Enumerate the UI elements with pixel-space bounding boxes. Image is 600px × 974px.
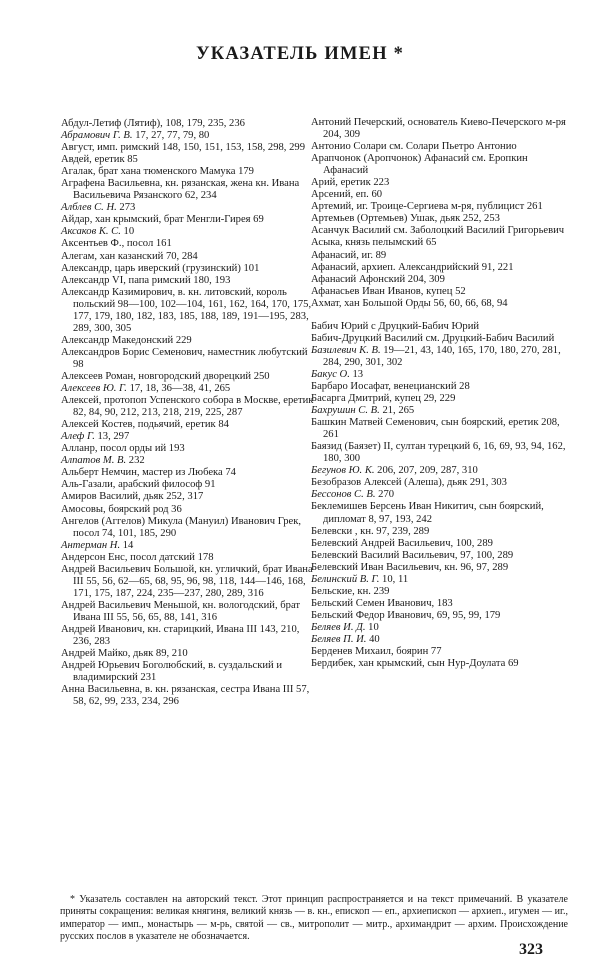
index-entry: Алегам, хан казанский 70, 284: [61, 250, 198, 262]
index-entry: Август, имп. римский 148, 150, 151, 153, 158, 298, 299: [61, 142, 305, 154]
index-entry: Ангелов (Аггелов) Микула (Мануил) Иванович Грек, посол 74, 101, 185, 290: [61, 515, 302, 539]
page-title: УКАЗАТЕЛЬ ИМЕН *: [195, 44, 405, 64]
index-entry: Барбаро Иосафат, венецианский 28: [311, 380, 470, 392]
index-entry: Базилевич К. В. 19—21, 43, 140, 165, 170, 180, 270, 281, 284, 290, 301, 302: [311, 344, 561, 368]
index-entry: Башкин Матвей Семенович, сын боярский, еретик 208, 261: [311, 417, 560, 441]
index-entry: Артемьев (Ортемьев) Ушак, дьяк 252, 253: [311, 213, 500, 225]
index-entry: Артемий, иг. Троице-Сергиева м-ря, публицист 261: [311, 201, 543, 213]
index-column-right: [311, 117, 567, 670]
index-entry: Антерман Н. 14: [61, 539, 134, 551]
index-entry: Арапчонок (Аропчонок) Афанасий см. Еропкин Афанасий: [311, 153, 528, 177]
index-entry: Антонио Солари см. Солари Пьетро Антонио: [311, 141, 517, 153]
index-entry: Александров Борис Семенович, наместник любутский 98: [61, 346, 308, 370]
index-entry: Амиров Василий, дьяк 252, 317: [61, 491, 204, 503]
index-entry: Афанасий Афонский 204, 309: [311, 273, 445, 285]
index-entry: Абрамович Г. В. 17, 27, 77, 79, 80: [61, 130, 210, 142]
index-entry: Алблев С. Н. 273: [61, 202, 136, 214]
index-entry: Амосовы, боярский род 36: [61, 503, 182, 515]
index-entry: Алексей, протопоп Успенского собора в Москве, еретик 82, 84, 90, 212, 213, 218, 219, 225, 287: [61, 395, 314, 419]
index-entry: Белинский В. Г. 10, 11: [311, 573, 409, 585]
index-entry: Алпатов М. В. 232: [61, 455, 145, 467]
index-entry: Афанасьев Иван Иванов, купец 52: [311, 285, 466, 297]
index-entry: Антоний Печерский, основатель Киево-Печерского м-ря 204, 309: [311, 117, 566, 141]
index-entry: Алеф Г. 13, 297: [61, 431, 130, 443]
index-entry: Асанчук Василий см. Заболоцкий Василий Григорьевич: [311, 225, 565, 237]
index-entry: Александр, царь иверский (грузинский) 101: [61, 262, 260, 274]
index-entry: Бельский Семен Иванович, 183: [311, 597, 453, 609]
index-entry: Агалак, брат хана тюменского Мамука 179: [61, 166, 254, 178]
index-entry: Беляев П. И. 40: [311, 633, 380, 645]
index-entry: Арий, еретик 223: [311, 177, 390, 189]
index-entry: Афанасий, иг. 89: [311, 249, 387, 261]
index-entry: Андрей Юрьевич Боголюбский, в. суздальский и владимирский 231: [61, 660, 283, 684]
index-entry: Басарга Дмитрий, купец 29, 229: [311, 393, 456, 405]
index-entry: Аксаков К. С. 10: [61, 226, 135, 238]
index-entry: Ахмат, хан Большой Орды 56, 60, 66, 68, 94: [311, 297, 508, 309]
index-column-left: [61, 118, 317, 708]
footnote: * Указатель составлен на авторский текст. Этот принцип распространяется и на текст примечаний. В указателе приняты сокращения: великая княгиня, великий князь — в. кн., епископ — еп., архиепископ — архиеп., игумен — иг., император — имп., монастырь — м-рь, святой — св., митрополит — митр., архимандрит — архим. Происхождение русских послов в указателе не обозначается.: [60, 894, 568, 943]
index-entry: Александр Македонский 229: [61, 334, 192, 346]
index-entry: Белевский Андрей Васильевич, 100, 289: [311, 537, 493, 549]
index-entry: Александр Казимирович, в. кн. литовский, король польский 98—100, 102—104, 161, 162, 164, 170, 175, 177, 179, 180, 182, 183, 185, 188, 189, 191—195, 283, 289, 300, 305: [61, 286, 312, 334]
index-entry: Андрей Майко, дьяк 89, 210: [61, 648, 188, 660]
index-entry: Алексей Костев, подьячий, еретик 84: [61, 419, 229, 431]
index-entry: Алексеев Ю. Г. 17, 18, 36—38, 41, 265: [61, 383, 231, 395]
index-entry: Афанасий, архиеп. Александрийский 91, 221: [311, 261, 514, 273]
index-entry: Белевский Иван Васильевич, кн. 96, 97, 289: [311, 561, 509, 573]
index-entry: Беклемишев Берсень Иван Никитич, сын боярский, дипломат 8, 97, 193, 242: [311, 501, 544, 525]
index-entry: Алланр, посол орды ий 193: [61, 443, 185, 455]
index-entry: Бельский Федор Иванович, 69, 95, 99, 179: [311, 609, 501, 621]
index-entry: Безобразов Алексей (Алеша), дьяк 291, 303: [311, 477, 507, 489]
index-entry: Бабич Юрий с Друцкий-Бабич Юрий: [311, 320, 480, 332]
index-entry: Анна Васильевна, в. кн. рязанская, сестра Ивана III 57, 58, 62, 99, 233, 234, 296: [61, 684, 310, 708]
index-entry: Андрей Васильевич Меньшой, кн. вологодский, брат Ивана III 55, 56, 65, 88, 141, 316: [61, 599, 301, 623]
index-entry: Бахрушин С. В. 21, 265: [311, 405, 415, 417]
index-entry: Аксентьев Ф., посол 161: [61, 238, 172, 250]
index-entry: Берденев Михаил, боярин 77: [311, 646, 442, 658]
index-entry: Айдар, хан крымский, брат Менгли-Гирея 69: [61, 214, 264, 226]
page-number: 323: [519, 941, 543, 958]
index-entry: Андрей Иванович, кн. старицкий, Ивана III 143, 210, 236, 283: [61, 623, 300, 648]
index-entry: Бессонов С. В. 270: [311, 489, 395, 501]
index-entry: Баязид (Баязет) II, султан турецкий 6, 16, 69, 93, 94, 162, 180, 300: [311, 441, 566, 465]
index-entry: Аль-Газали, арабский философ 91: [61, 479, 216, 491]
index-entry: Абдул-Летиф (Лятиф), 108, 179, 235, 236: [61, 118, 245, 129]
index-entry: Алексеев Роман, новгородский дворецкий 250: [61, 370, 270, 382]
index-entry: Асыка, князь пелымский 65: [311, 237, 437, 249]
index-entry: Андрей Васильевич Большой, кн. угличкий, брат Ивана III 55, 56, 62—65, 68, 95, 96, 98, 118, 144—146, 168, 171, 175, 187, 224, 235—237, 280, 289, 316: [61, 563, 313, 599]
index-entry: Бердибек, хан крымский, сын Нур-Доулата 69: [311, 658, 519, 670]
index-entry: Бегунов Ю. К. 206, 207, 209, 287, 310: [311, 465, 478, 477]
index-entry: Белевский Василий Васильевич, 97, 100, 289: [311, 549, 514, 561]
index-entry: Александр VI, папа римский 180, 193: [61, 274, 231, 286]
index-entry: Авдей, еретик 85: [61, 154, 138, 166]
index-entry: Аграфена Васильевна, кн. рязанская, жена кн. Ивана Васильевича Рязанского 62, 234: [61, 178, 300, 202]
index-entry: Бабич-Друцкий Василий см. Друцкий-Бабич Василий: [311, 332, 555, 344]
index-entry: Бакус О. 13: [311, 368, 364, 380]
index-entry: Бельские, кн. 239: [311, 585, 390, 597]
index-entry: Арсений, еп. 60: [311, 189, 383, 201]
index-entry: Альберт Немчин, мастер из Любека 74: [61, 467, 236, 479]
index-entry: Андерсон Енс, посол датский 178: [61, 551, 214, 563]
index-entry: Белевски , кн. 97, 239, 289: [311, 525, 430, 537]
index-entry: Беляев И. Д. 10: [311, 621, 379, 633]
